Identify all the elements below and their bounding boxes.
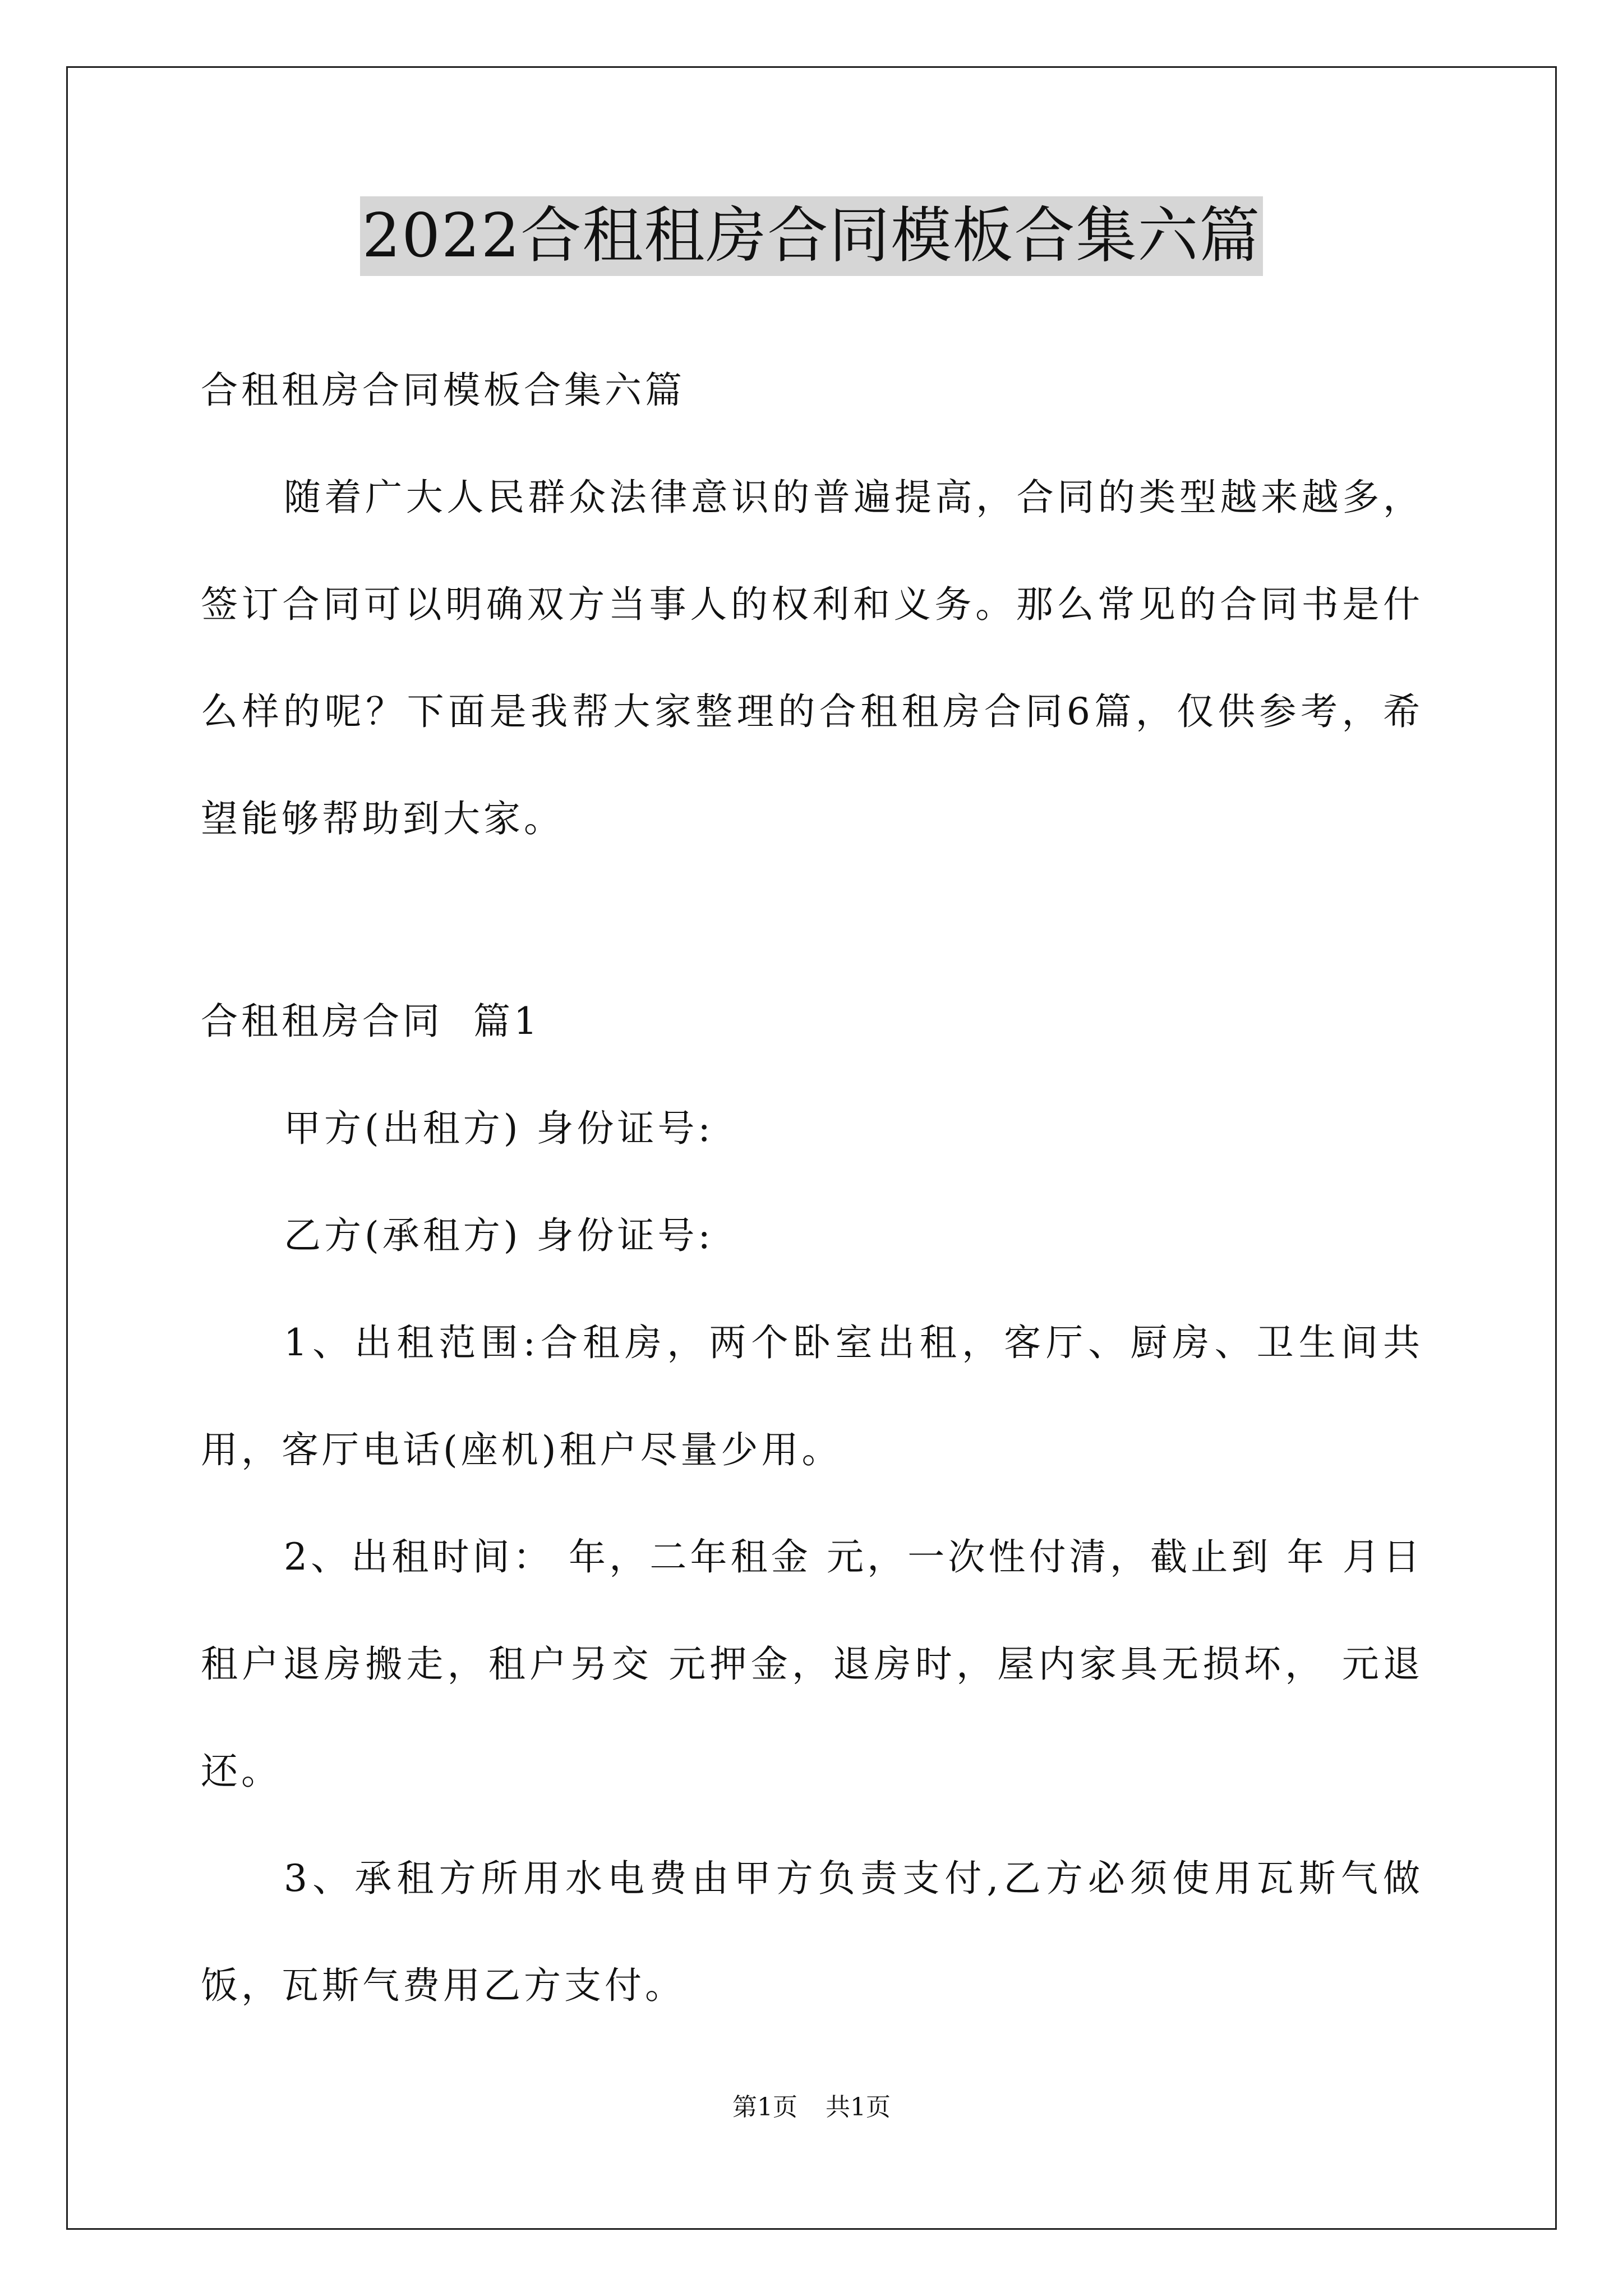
section-spacer (201, 872, 1423, 968)
clause-2: 2、出租时间： 年，二年租金 元，一次性付清，截止到 年 月日租户退房搬走，租户另交 元押金，退房时，屋内家具无损坏， 元退还。 (201, 1535, 1423, 1793)
page-total: 共1页 (826, 2093, 891, 2122)
party-a-line: 甲方(出租方) 身份证号: (284, 1107, 714, 1150)
clause-3: 3、承租方所用水电费由甲方负责支付,乙方必须使用瓦斯气做饭，瓦斯气费用乙方支付。 (201, 1857, 1423, 2007)
document-body (201, 337, 1423, 2039)
document-subtitle: 合租租房合同模板合集六篇 (201, 369, 685, 412)
document-title: 2022合租租房合同模板合集六篇 (360, 196, 1264, 276)
party-b-line: 乙方(承租方) 身份证号: (284, 1214, 714, 1257)
title-container (0, 196, 1623, 276)
page-number: 第1页 (732, 2093, 797, 2122)
section-heading: 合租租房合同 篇1 (201, 1000, 541, 1043)
clause-1: 1、出租范围:合租房，两个卧室出租，客厅、厨房、卫生间共用，客厅电话(座机)租户尽量少用。 (201, 1321, 1423, 1471)
page-footer (0, 2087, 1623, 2123)
intro-paragraph: 随着广大人民群众法律意识的普遍提高，合同的类型越来越多，签订合同可以明确双方当事人的权利和义务。那么常见的合同书是什么样的呢？下面是我帮大家整理的合租租房合同6篇，仅供参考，希望能够帮助到大家。 (201, 476, 1423, 840)
